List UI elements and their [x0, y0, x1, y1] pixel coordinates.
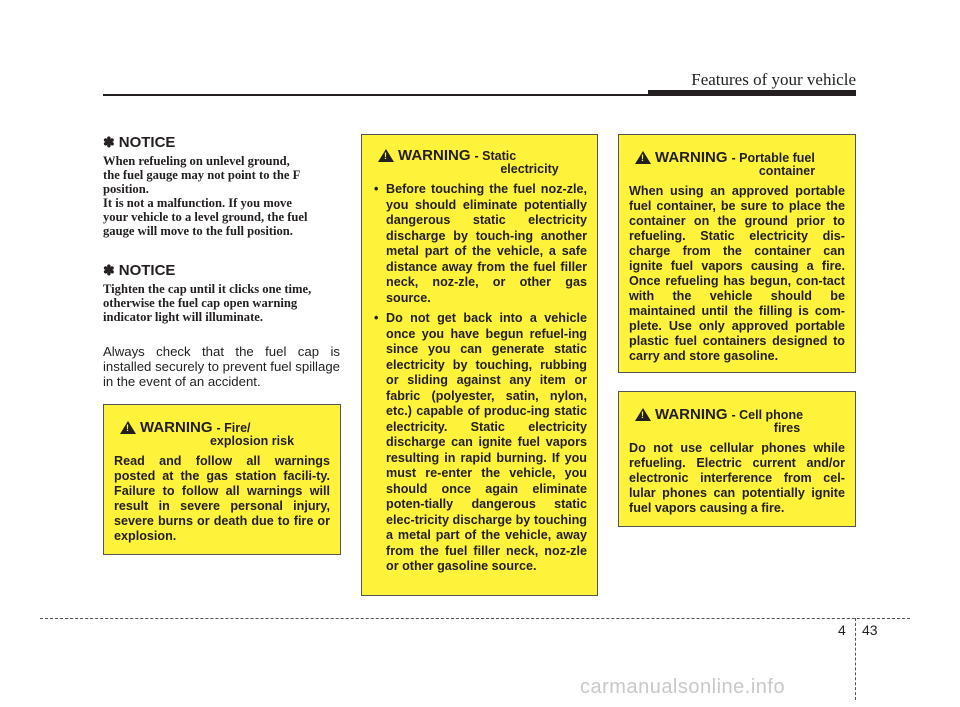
chapter-number: 4 — [838, 622, 846, 638]
warning-subtitle: - Cell phone — [731, 408, 804, 422]
warning-static-bullets — [372, 182, 587, 575]
warning-word: WARNING — [655, 406, 728, 423]
warning-triangle-icon — [635, 151, 651, 164]
warning-triangle-icon — [635, 408, 651, 421]
warning-static-box — [361, 134, 598, 596]
warning-subtitle: - Fire/ — [216, 421, 251, 435]
notice-1-line: It is not a malfunction. If you move — [103, 196, 292, 210]
warning-subtitle-2: fires — [773, 421, 801, 435]
header-rule-accent — [648, 90, 856, 96]
footer-divider — [855, 618, 856, 700]
notice-1-heading — [103, 134, 340, 151]
page-header-title: Features of your vehicle — [691, 70, 856, 89]
warning-phone-box — [618, 391, 856, 527]
page-number: 43 — [862, 622, 878, 638]
warning-word: WARNING — [140, 419, 213, 436]
warning-triangle-icon — [378, 149, 394, 162]
notice-2 — [103, 262, 340, 324]
warning-subtitle: - Static — [474, 149, 517, 163]
warning-subtitle-2: explosion risk — [209, 434, 295, 448]
notice-2-line: otherwise the fuel cap open warning — [103, 296, 298, 310]
notice-star-icon: ✽ — [103, 134, 115, 150]
warning-word: WARNING — [655, 149, 728, 166]
notice-1-line: gauge will move to the full position. — [103, 224, 293, 238]
warning-fire-text: Read and follow all warnings posted at the gas station facili-ty. Failure to follow all warnings will result in severe personal injury, severe burns or death due to fire or explosion. — [114, 454, 330, 543]
notice-1-body — [103, 154, 340, 238]
watermark: carmanualsonline.info — [580, 676, 786, 698]
warning-triangle-icon — [120, 421, 136, 434]
notice-1-heading-text: NOTICE — [118, 134, 176, 151]
warning-portable-text: When using an approved portable fuel container, be sure to place the container on the ground prior to refueling. Static electricity dis-charge from the container can ignite fuel vapors causing a fire. Once refueling has begun, con-tact with the vehicle should be maintained until the filling is com-plete. Use only approved portable plastic fuel containers designed to carry and store gasoline. — [629, 184, 845, 363]
warning-word: WARNING — [398, 147, 471, 164]
footer-rule — [40, 618, 910, 619]
notice-2-body — [103, 282, 340, 324]
warning-subtitle-2: electricity — [500, 162, 559, 176]
list-item: • Before touching the fuel noz-zle, you should eliminate potentially dangerous static electricity discharge by touch-ing another metal part of the vehicle, a safe distance away from the fuel filler neck, noz-zle, or other gas source. — [372, 182, 587, 306]
notice-1-line: your vehicle to a level ground, the fuel — [103, 210, 308, 224]
warning-phone-text: Do not use cellular phones while refueling. Electric current and/or electronic interference from cel-lular phones can potentially ignite fuel vapors causing a fire. — [629, 441, 845, 515]
warning-subtitle-2: container — [758, 164, 816, 178]
notice-1 — [103, 134, 340, 238]
notice-2-heading — [103, 262, 340, 279]
notice-2-line: Tighten the cap until it clicks one time, — [103, 282, 312, 296]
warning-fire-box — [103, 404, 341, 555]
warning-subtitle: - Portable fuel — [731, 151, 815, 165]
notice-1-line: the fuel gauge may not point to the F — [103, 168, 301, 182]
notice-2-heading-text: NOTICE — [118, 262, 176, 279]
notice-1-line: When refueling on unlevel ground, — [103, 154, 290, 168]
fuel-cap-paragraph: Always check that the fuel cap is installed securely to prevent fuel spillage in the event of an accident. — [103, 344, 340, 389]
warning-portable-box — [618, 134, 856, 373]
notice-1-line: position. — [103, 182, 149, 196]
notice-star-icon: ✽ — [103, 262, 115, 278]
list-item: • Do not get back into a vehicle once you have begun refuel-ing since you can generate static electricity by touching, rubbing or sliding against any item or fabric (polyester, satin, nylon, etc.) capable of produc-ing static electricity. Static electricity discharge can ignite fuel vapors resulting in rapid burning. If you must re-enter the vehicle, you should once again eliminate poten-tially dangerous static elec-tricity discharge by touching a metal part of the vehicle, away from the fuel filler neck, noz-zle or other gasoline source. — [372, 311, 587, 575]
notice-2-line: indicator light will illuminate. — [103, 310, 263, 324]
